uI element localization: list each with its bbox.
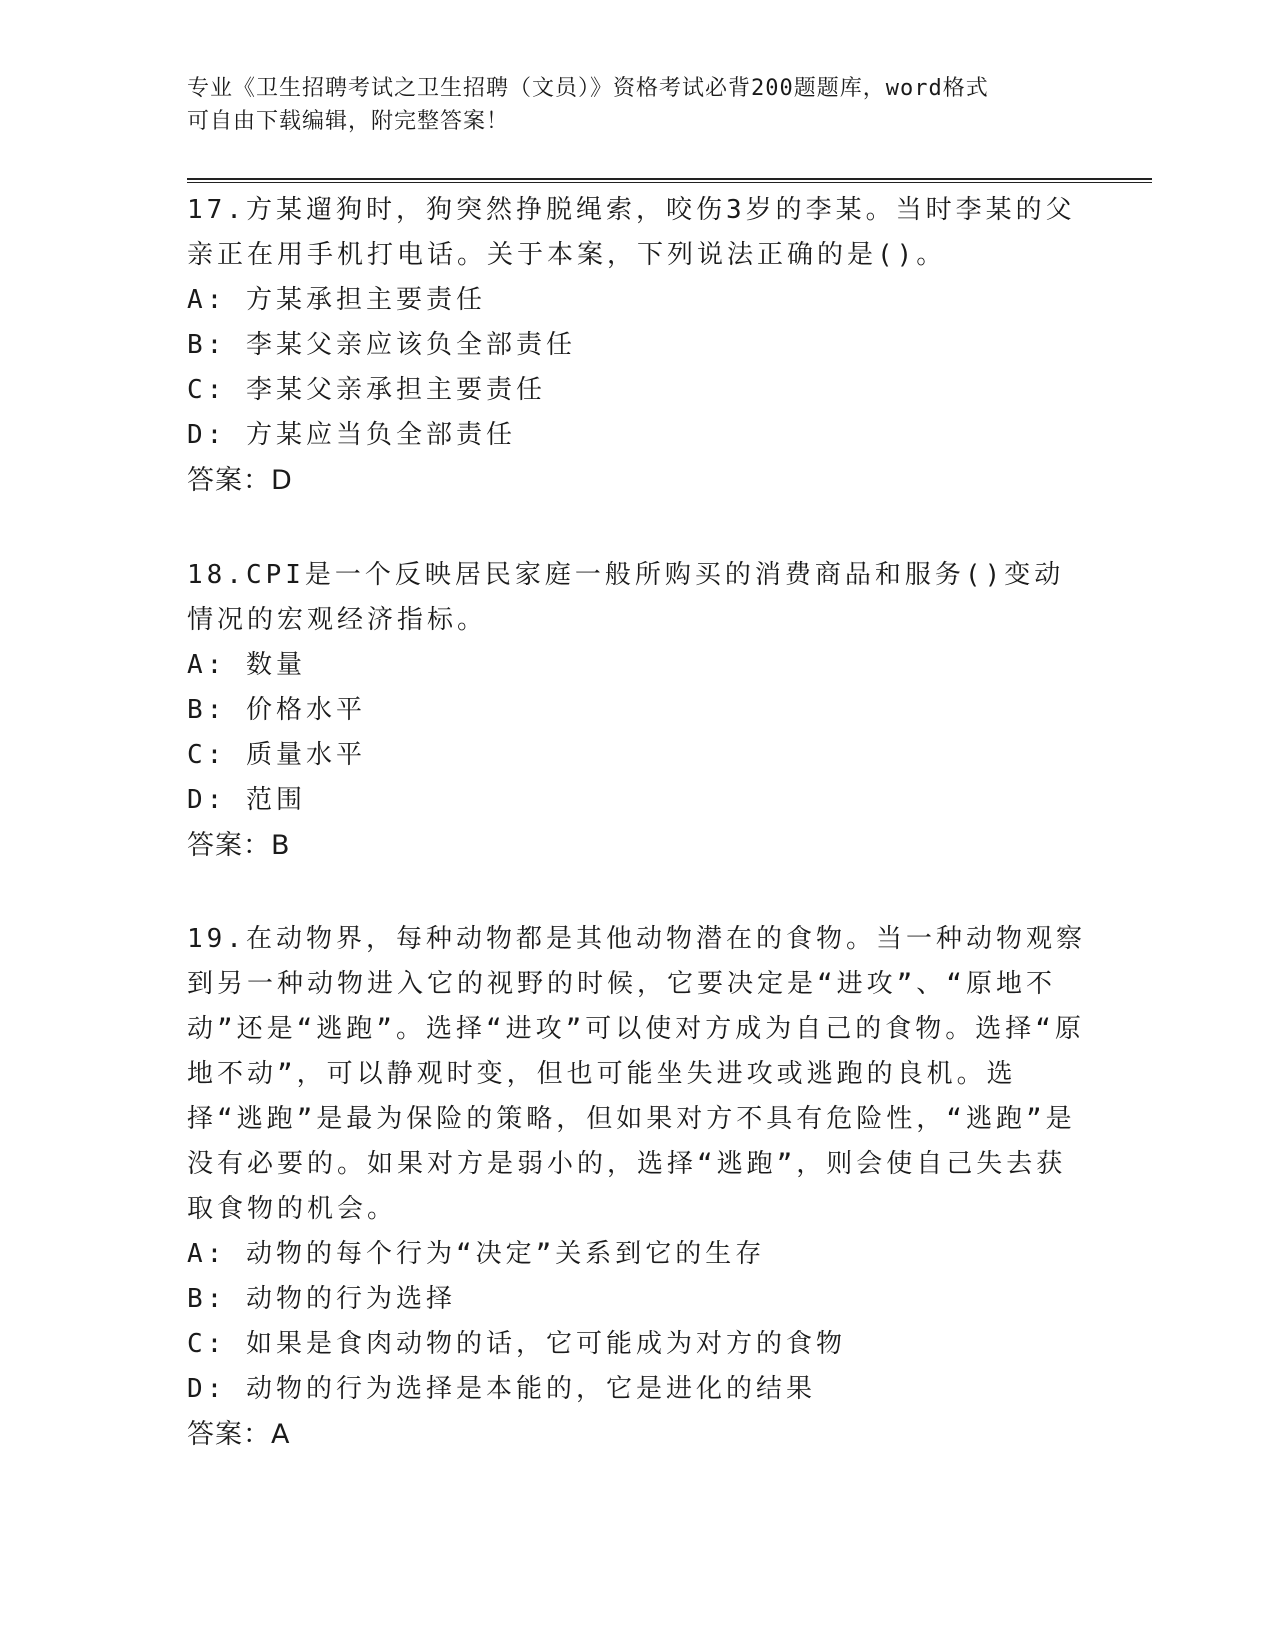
option-d: D: 方某应当负全部责任: [187, 420, 516, 450]
option-c: C: 李某父亲承担主要责任: [187, 375, 546, 405]
option-d: D: 范围: [187, 785, 306, 815]
answer-line: 答案：B: [187, 830, 291, 861]
header-title-line-1: 专业《卫生招聘考试之卫生招聘（文员）》资格考试必背200题题库，word格式: [187, 76, 989, 101]
answer-line: 答案：D: [187, 465, 293, 496]
option-a: A: 动物的每个行为“决定”关系到它的生存: [187, 1239, 766, 1269]
question-17: [187, 188, 1087, 503]
header-divider: [187, 178, 1152, 183]
question-18: [187, 553, 1087, 868]
option-b: B: 价格水平: [187, 695, 366, 725]
header-title-line-2: 可自由下载编辑，附完整答案！: [187, 109, 510, 134]
answer-line: 答案：A: [187, 1419, 291, 1450]
option-a: A: 方某承担主要责任: [187, 285, 486, 315]
question-stem: 18.CPI是一个反映居民家庭一般所购买的消费商品和服务()变动情况的宏观经济指标。: [187, 560, 1065, 635]
question-19: [187, 917, 1087, 1457]
option-a: A: 数量: [187, 650, 306, 680]
option-c: C: 如果是食肉动物的话，它可能成为对方的食物: [187, 1329, 846, 1359]
option-c: C: 质量水平: [187, 740, 366, 770]
document-header: [187, 72, 1067, 138]
question-stem: 17.方某遛狗时，狗突然挣脱绳索，咬伤3岁的李某。当时李某的父亲正在用手机打电话。关于本案，下列说法正确的是()。: [187, 195, 1076, 270]
option-b: B: 李某父亲应该负全部责任: [187, 330, 576, 360]
question-stem: 19.在动物界，每种动物都是其他动物潜在的食物。当一种动物观察到另一种动物进入它的视野的时候，它要决定是“进攻”、“原地不动”还是“逃跑”。选择“进攻”可以使对方成为自己的食物。选择“原地不动”，可以静观时变，但也可能坐失进攻或逃跑的良机。选择“逃跑”是最为保险的策略，但如果对方不具有危险性，“逃跑”是没有必要的。如果对方是弱小的，选择“逃跑”，则会使自己失去获取食物的机会。: [187, 924, 1086, 1224]
option-b: B: 动物的行为选择: [187, 1284, 456, 1314]
option-d: D: 动物的行为选择是本能的，它是进化的结果: [187, 1374, 816, 1404]
